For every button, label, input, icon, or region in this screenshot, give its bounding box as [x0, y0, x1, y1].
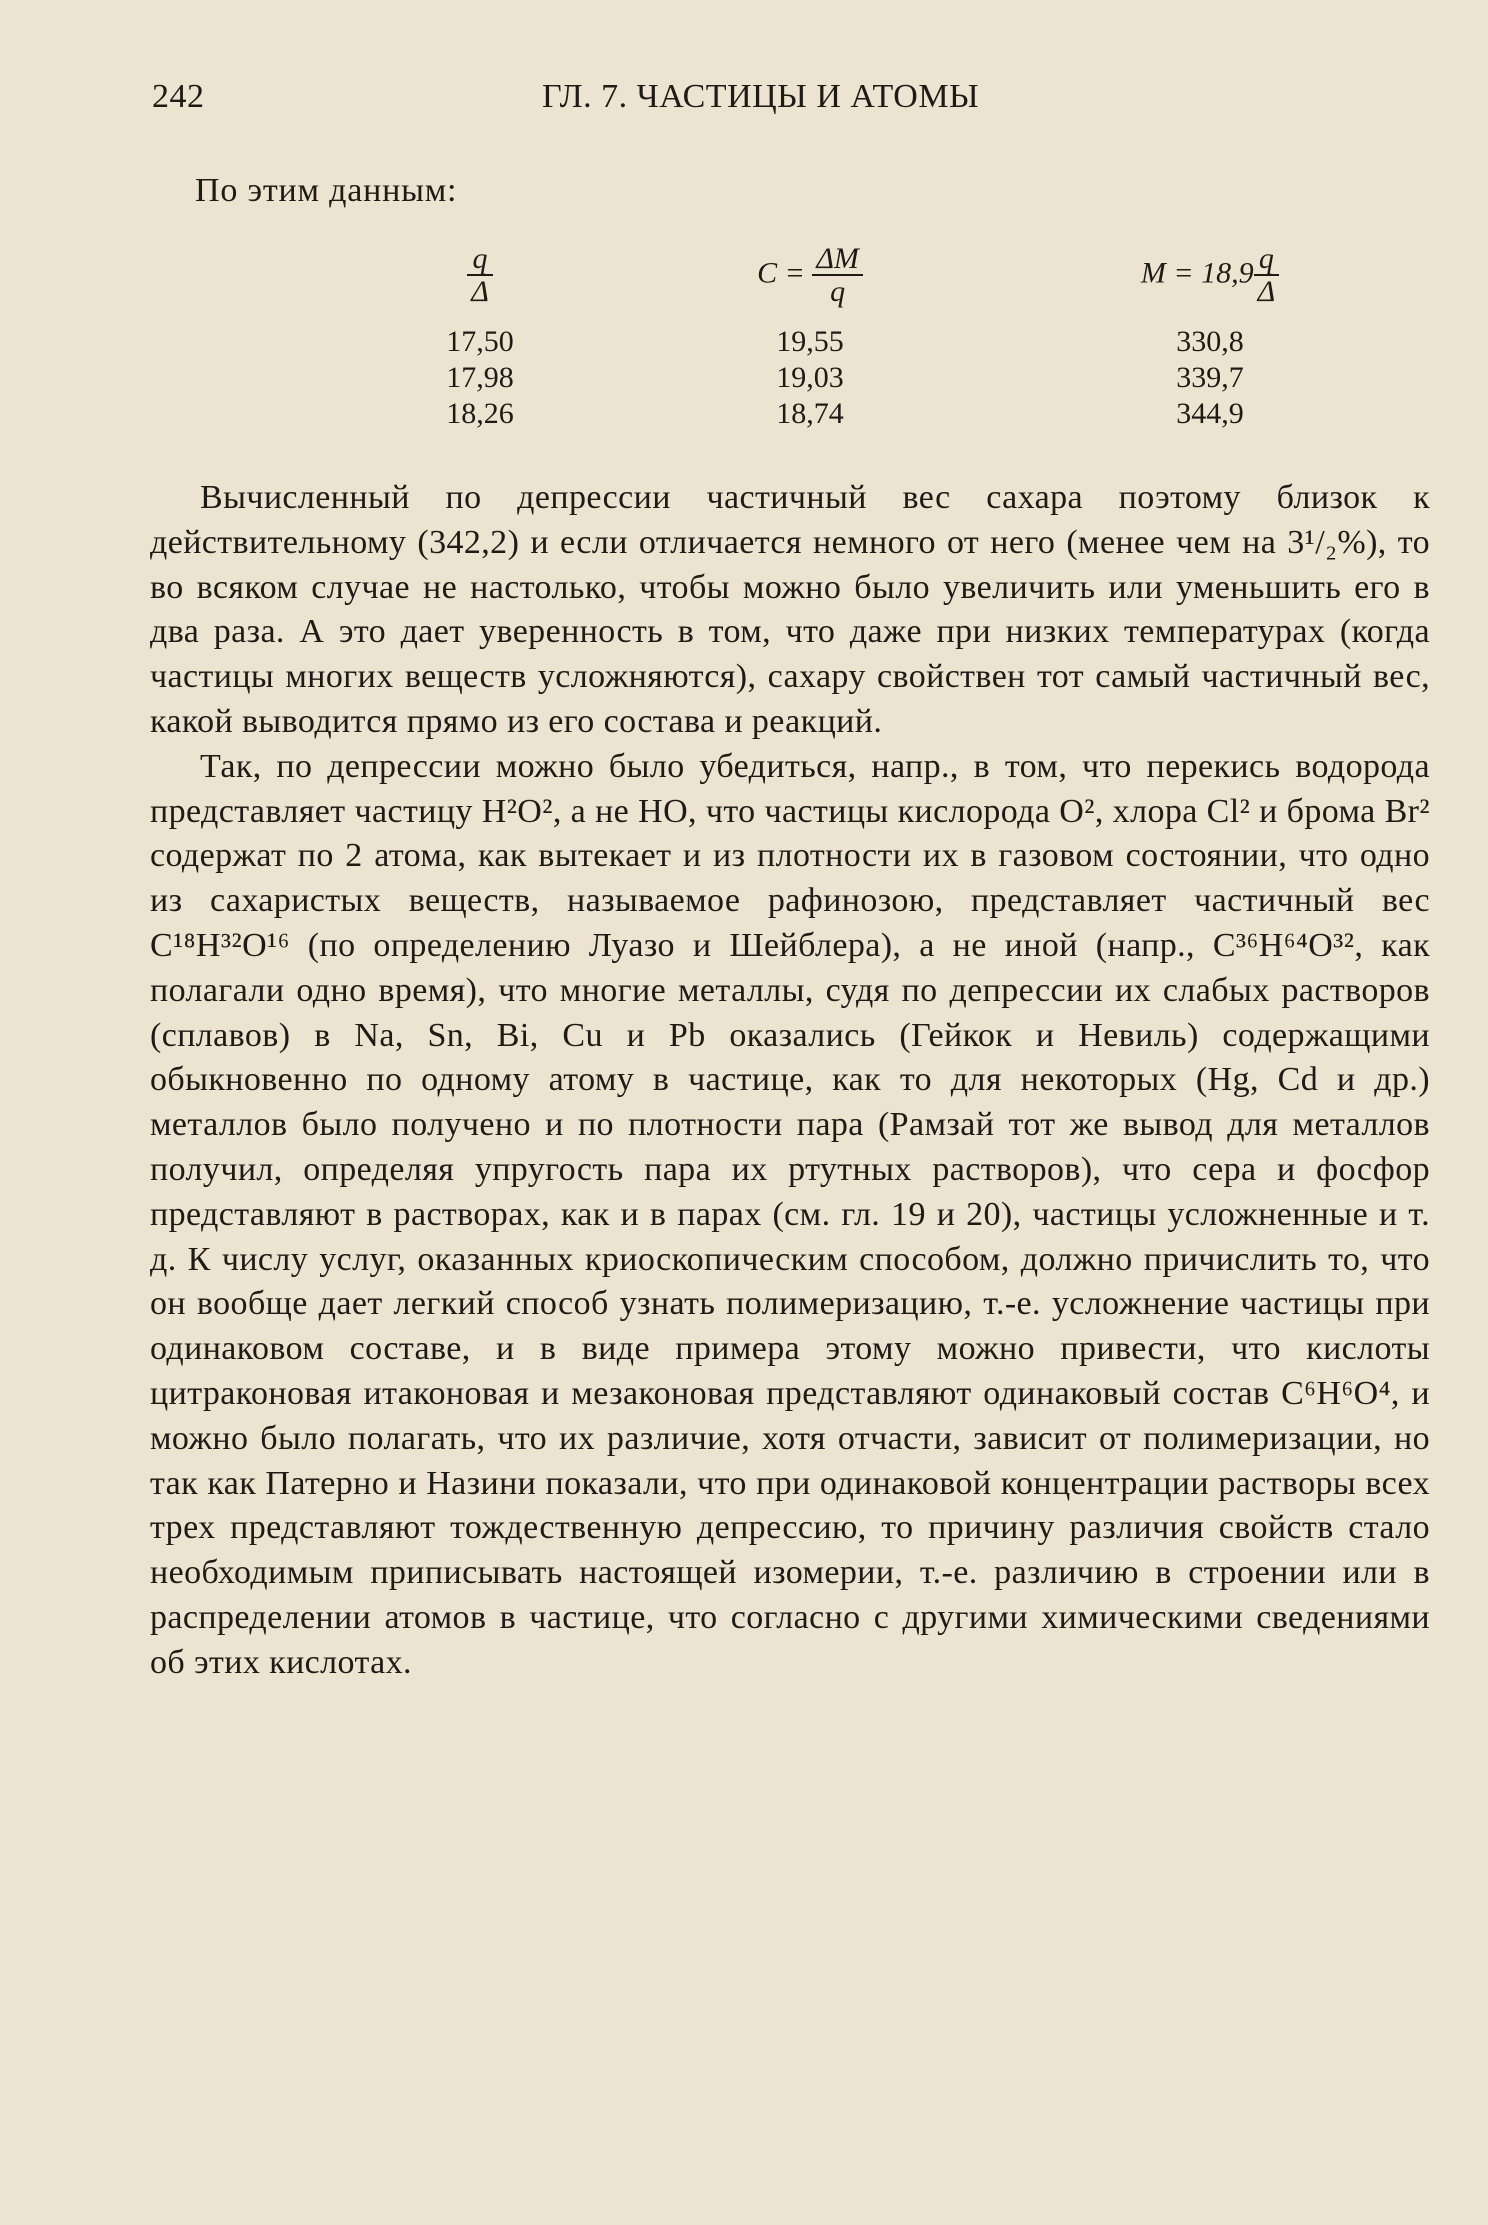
table-cell: 339,7 [1176, 361, 1244, 394]
paragraph-1: Вычисленный по депрессии частичный вес сахара поэтому близок к действительному (342,2) и если отличается немного от него (менее чем на 3¹/₂%), то во всяком случае не настолько, чтобы можно было увеличить или уменьшить его в два раза. А это дает уверенность в том, что даже при низких температурах (когда частицы многих веществ усложняются), сахару свойствен тот самый частичный вес, какой выводится прямо из его состава и реакций. [150, 479, 1430, 740]
table-row [380, 396, 1380, 432]
table-header-row [380, 226, 1380, 324]
body-text [150, 476, 1430, 1686]
table-cell: 18,26 [446, 397, 514, 430]
header-m-formula: M = 18,9 $\frac{q}{\Delta}$ [1040, 226, 1380, 324]
header-c-formula: C = $\frac{\Delta M}{q}$ [580, 226, 1040, 324]
table-row [380, 360, 1380, 396]
header-q-over-delta: $\frac{q}{\Delta}$ [380, 226, 580, 324]
table-cell: 19,03 [776, 361, 844, 394]
table-cell: 344,9 [1176, 397, 1244, 430]
table-cell: 330,8 [1176, 325, 1244, 358]
table-cell: 19,55 [776, 325, 844, 358]
table-row [380, 324, 1380, 360]
table-cell: 17,98 [446, 361, 514, 394]
table-cell: 18,74 [776, 397, 844, 430]
table-cell: 17,50 [446, 325, 514, 358]
data-table [380, 226, 1380, 432]
page-number: 242 [152, 78, 205, 115]
paragraph-2: Так, по депрессии можно было убедиться, напр., в том, что перекись водорода представляет частицу H²O², а не HO, что частицы кислорода O², хлора Cl² и брома Br² содержат по 2 атома, как вытекает и из плотности их в газовом состоянии, что одно из сахаристых веществ, называемое рафинозою, представляет частичный вес C¹⁸H³²O¹⁶ (по определению Луазо и Шейблера), а не иной (напр., C³⁶H⁶⁴O³², как полагали одно время), что многие металлы, судя по депрессии их слабых растворов (сплавов) в Na, Sn, Bi, Cu и Pb оказались (Гейкок и Невиль) содержащими обыкновенно по одному атому в частице, как то для некоторых (Hg, Cd и др.) металлов было получено и по плотности пара (Рамзай тот же вывод для металлов получил, определяя упругость пара их ртутных растворов), что сера и фосфор представляют в растворах, как и в парах (см. гл. 19 и 20), частицы усложненные и т. д. К числу услуг, оказанных криоскопическим способом, должно причислить то, что он вообще дает легкий способ узнать полимеризацию, т.-е. усложнение частицы при одинаковом составе, и в виде примера этому можно привести, что кислоты цитраконовая итаконовая и мезаконовая представляют одинаковый состав C⁶H⁶O⁴, и можно было полагать, что их различие, хотя отчасти, зависит от полимеризации, но так как Патерно и Назини показали, что при одинаковой концентрации растворы всех трех представляют тождественную депрессию, то причину различия свойств стало необходимым приписывать настоящей изомерии, т.-е. различию в строении или в распределении атомов в частице, что согласно с другими химическими сведениями об этих кислотах. [150, 747, 1430, 1681]
page-header [152, 78, 1432, 128]
intro-line: По этим данным: [195, 172, 458, 209]
running-head: ГЛ. 7. ЧАСТИЦЫ И АТОМЫ [542, 78, 980, 115]
